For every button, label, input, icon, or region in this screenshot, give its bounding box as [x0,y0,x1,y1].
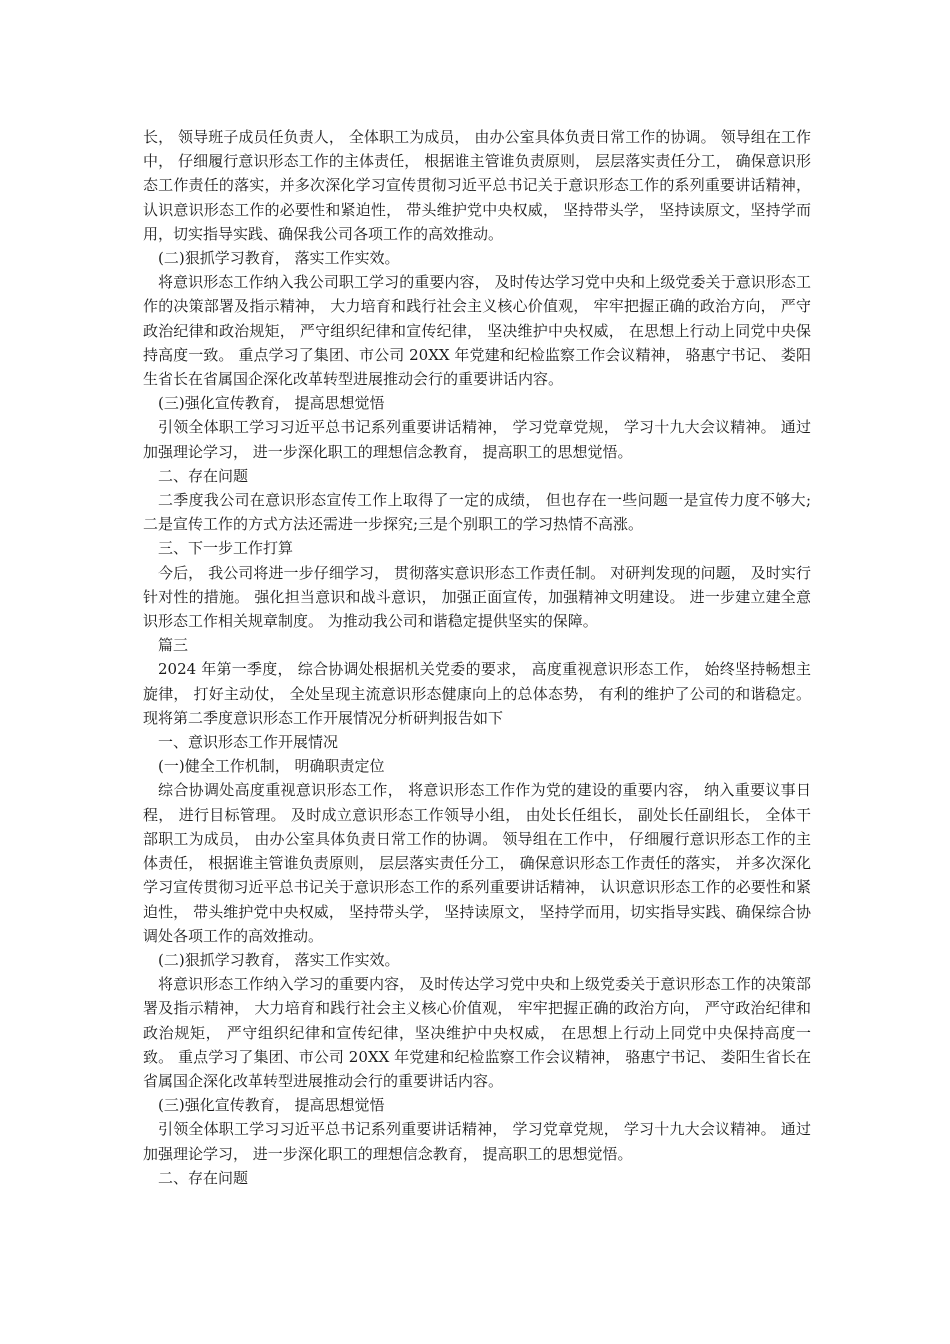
section-heading: 二、存在问题 [158,466,249,485]
section-heading: 二、存在问题 [158,1168,249,1187]
paragraph: 二季度我公司在意识形态宣传工作上取得了一定的成绩， 但也存在一些问题一是宣传力度不够大;二是宣传工作的方式方法还需进一步探究;三是个别职工的学习热情不高涨。 [143,491,811,534]
part-heading: 篇三 [158,636,189,655]
paragraph: 今后， 我公司将进一步仔细学习， 贯彻落实意识形态工作责任制。 对研判发现的问题， 及时实行针对性的措施。 强化担当意识和战斗意识， 加强正面宣传，加强精神文明建设。 进一步建立建全意识形态工作相关规章制度。 为推动我公司和谐稳定提供坚实的保障。 [143,563,811,631]
document-body [143,125,811,1190]
section-heading: 三、下一步工作打算 [158,539,294,558]
paragraph: 引领全体职工学习习近平总书记系列重要讲话精神， 学习党章党规， 学习十九大会议精神。 通过加强理论学习， 进一步深化职工的理想信念教育， 提高职工的思想觉悟。 [143,418,811,461]
section-heading: (三)强化宣传教育， 提高思想觉悟 [158,394,385,413]
paragraph: 长， 领导班子成员任负责人， 全体职工为成员， 由办公室具体负责日常工作的协调。 领导组在工作中， 仔细履行意识形态工作的主体责任， 根据谁主管谁负责原则， 层层落实责任分工， 确保意识形态工作责任的落实，并多次深化学习宣传贯彻习近平总书记关于意识形态工作的系列重要讲话精神，认识意识形态工作的必要性和紧迫性， 带头维护党中央权威， 坚持带头学， 坚持读原文，坚持学而用，切实指导实践、确保我公司各项工作的高效推动。 [143,128,811,243]
section-heading: (二)狠抓学习教育， 落实工作实效。 [158,249,400,268]
paragraph: 引领全体职工学习习近平总书记系列重要讲话精神， 学习党章党规， 学习十九大会议精神。 通过加强理论学习， 进一步深化职工的理想信念教育， 提高职工的思想觉悟。 [143,1120,811,1163]
paragraph: 将意识形态工作纳入我公司职工学习的重要内容， 及时传达学习党中央和上级党委关于意识形态工作的决策部署及指示精神， 大力培育和践行社会主义核心价值观， 牢牢把握正确的政治方向， 严守政治纪律和政治规矩， 严守组织纪律和宣传纪律， 坚决维护中央权威， 在思想上行动上同党中央保持高度一致。 重点学习了集团、市公司 20XX 年党建和纪检监察工作会议精神， 骆惠宁书记、 娄阳生省长在省属国企深化改革转型进展推动会行的重要讲话内容。 [143,273,811,389]
paragraph: 综合协调处高度重视意识形态工作， 将意识形态工作作为党的建设的重要内容， 纳入重要议事日程， 进行目标管理。 及时成立意识形态工作领导小组， 由处长任组长， 副处长任副组长， 全体干部职工为成员， 由办公室具体负责日常工作的协调。 领导组在工作中， 仔细履行意识形态工作的主体责任， 根据谁主管谁负责原则， 层层落实责任分工， 确保意识形态工作责任的落实， 并多次深化学习宣传贯彻习近平总书记关于意识形态工作的系列重要讲话精神， 认识意识形态工作的必要性和紧迫性， 带头维护党中央权威， 坚持带头学， 坚持读原文， 坚持学而用，切实指导实践、确保综合协调处各项工作的高效推动。 [143,781,811,945]
paragraph: 将意识形态工作纳入学习的重要内容， 及时传达学习党中央和上级党委关于意识形态工作的决策部署及指示精神， 大力培育和践行社会主义核心价值观， 牢牢把握正确的政治方向， 严守政治纪律和政治规矩， 严守组织纪律和宣传纪律，坚决维护中央权威， 在思想上行动上同党中央保持高度一致。 重点学习了集团、市公司 20XX 年党建和纪检监察工作会议精神， 骆惠宁书记、 娄阳生省长在省属国企深化改革转型进展推动会行的重要讲话内容。 [143,975,811,1090]
section-heading: (二)狠抓学习教育， 落实工作实效。 [158,950,400,969]
section-heading: (三)强化宣传教育， 提高思想觉悟 [158,1096,385,1115]
section-heading: (一)健全工作机制， 明确职责定位 [158,757,385,776]
paragraph: 2024 年第一季度， 综合协调处根据机关党委的要求， 高度重视意识形态工作， 始终坚持畅想主旋律， 打好主动仗， 全处呈现主流意识形态健康向上的总体态势， 有利的维护了公司的和谐稳定。 现将第二季度意识形态工作开展情况分析研判报告如下 [143,660,811,727]
section-heading: 一、意识形态工作开展情况 [158,733,339,752]
